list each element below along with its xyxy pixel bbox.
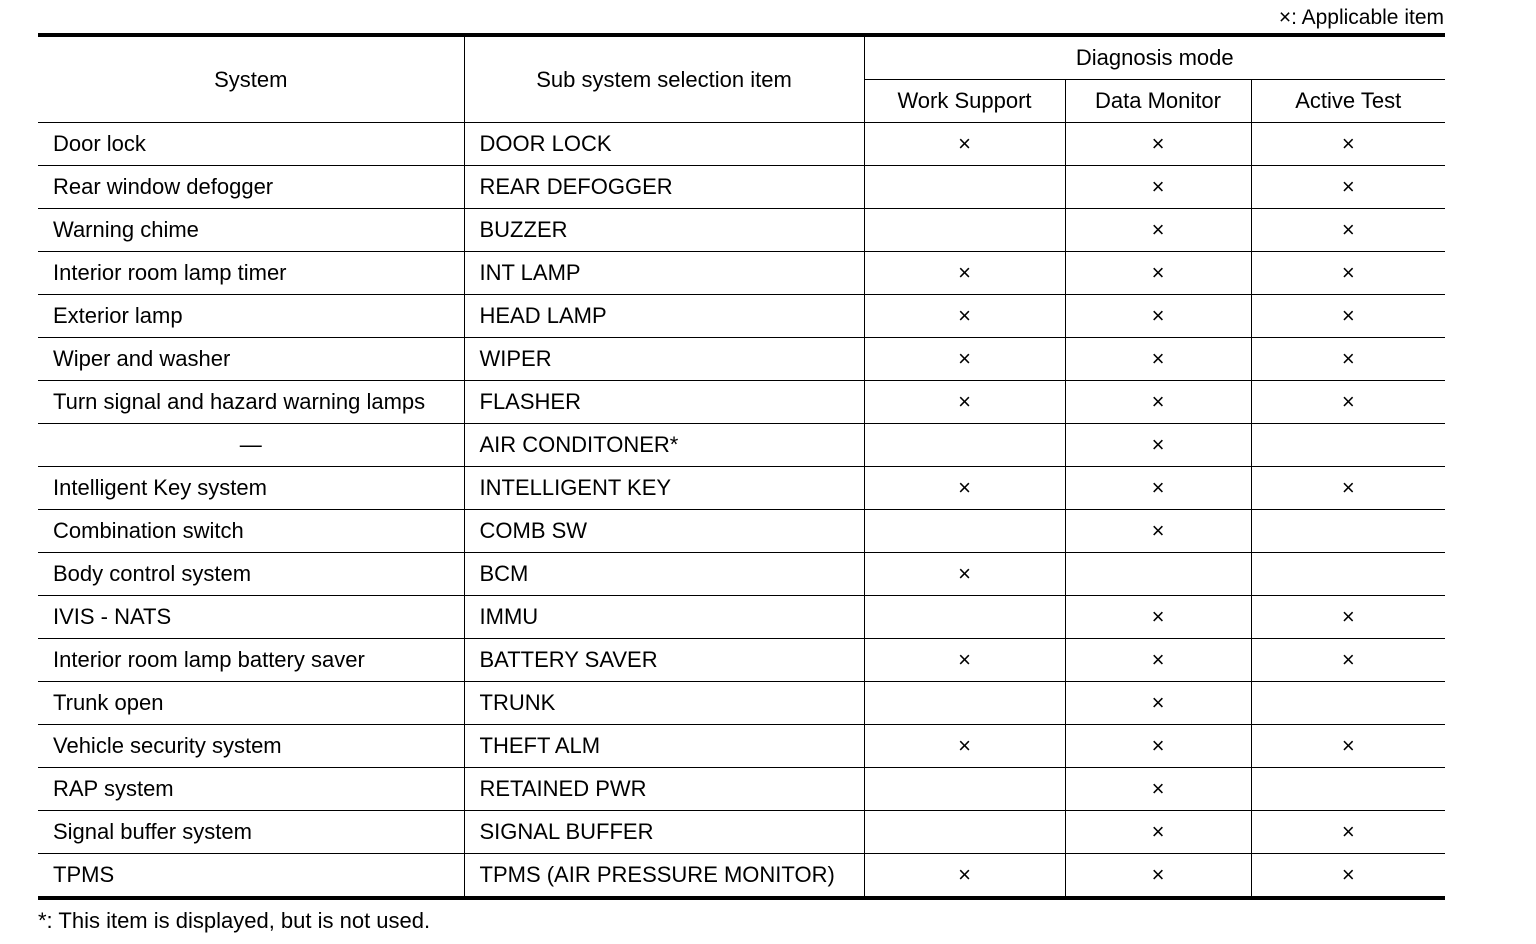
sub-system-cell: BCM <box>464 553 864 596</box>
sub-system-cell: HEAD LAMP <box>464 295 864 338</box>
sub-system-cell: FLASHER <box>464 381 864 424</box>
active-test-cell <box>1251 553 1445 596</box>
system-cell: TPMS <box>38 854 464 899</box>
active-test-cell <box>1251 682 1445 725</box>
work-support-cell: × <box>864 553 1065 596</box>
data-monitor-cell: × <box>1065 467 1251 510</box>
diagnosis-mode-table <box>38 33 1445 900</box>
data-monitor-cell: × <box>1065 725 1251 768</box>
data-monitor-cell: × <box>1065 682 1251 725</box>
footnote: *: This item is displayed, but is not used. <box>38 908 431 933</box>
active-test-cell: × <box>1251 123 1445 166</box>
work-support-cell: × <box>864 467 1065 510</box>
sub-system-cell: TPMS (AIR PRESSURE MONITOR) <box>464 854 864 899</box>
data-monitor-cell: × <box>1065 381 1251 424</box>
system-cell: Warning chime <box>38 209 464 252</box>
sub-system-cell: BUZZER <box>464 209 864 252</box>
active-test-cell: × <box>1251 639 1445 682</box>
header-sub-system: Sub system selection item <box>464 35 864 123</box>
sub-system-cell: TRUNK <box>464 682 864 725</box>
work-support-cell <box>864 166 1065 209</box>
active-test-cell <box>1251 424 1445 467</box>
work-support-cell: × <box>864 338 1065 381</box>
data-monitor-cell: × <box>1065 295 1251 338</box>
work-support-cell: × <box>864 639 1065 682</box>
work-support-cell: × <box>864 252 1065 295</box>
active-test-cell: × <box>1251 252 1445 295</box>
data-monitor-cell: × <box>1065 811 1251 854</box>
data-monitor-cell <box>1065 553 1251 596</box>
table-row <box>38 123 1445 166</box>
system-cell: Rear window defogger <box>38 166 464 209</box>
table-row <box>38 166 1445 209</box>
data-monitor-cell: × <box>1065 424 1251 467</box>
work-support-cell <box>864 510 1065 553</box>
table-row <box>38 381 1445 424</box>
table-row <box>38 596 1445 639</box>
table-row <box>38 682 1445 725</box>
active-test-cell: × <box>1251 467 1445 510</box>
active-test-cell: × <box>1251 854 1445 899</box>
active-test-cell: × <box>1251 381 1445 424</box>
header-data-monitor: Data Monitor <box>1065 80 1251 123</box>
sub-system-cell: COMB SW <box>464 510 864 553</box>
table-row <box>38 768 1445 811</box>
data-monitor-cell: × <box>1065 123 1251 166</box>
table-row <box>38 338 1445 381</box>
table-row <box>38 252 1445 295</box>
data-monitor-cell: × <box>1065 768 1251 811</box>
data-monitor-cell: × <box>1065 854 1251 899</box>
sub-system-cell: INT LAMP <box>464 252 864 295</box>
sub-system-cell: RETAINED PWR <box>464 768 864 811</box>
table-row <box>38 639 1445 682</box>
work-support-cell <box>864 209 1065 252</box>
header-work-support: Work Support <box>864 80 1065 123</box>
active-test-cell: × <box>1251 295 1445 338</box>
data-monitor-cell: × <box>1065 338 1251 381</box>
active-test-cell: × <box>1251 811 1445 854</box>
header-active-test: Active Test <box>1251 80 1445 123</box>
sub-system-cell: WIPER <box>464 338 864 381</box>
system-cell: Signal buffer system <box>38 811 464 854</box>
system-cell: Interior room lamp timer <box>38 252 464 295</box>
table-row <box>38 553 1445 596</box>
active-test-cell: × <box>1251 596 1445 639</box>
data-monitor-cell: × <box>1065 510 1251 553</box>
active-test-cell: × <box>1251 338 1445 381</box>
work-support-cell <box>864 424 1065 467</box>
sub-system-cell: THEFT ALM <box>464 725 864 768</box>
work-support-cell <box>864 768 1065 811</box>
work-support-cell <box>864 811 1065 854</box>
data-monitor-cell: × <box>1065 166 1251 209</box>
system-cell: Vehicle security system <box>38 725 464 768</box>
sub-system-cell: AIR CONDITONER* <box>464 424 864 467</box>
data-monitor-cell: × <box>1065 209 1251 252</box>
table-row <box>38 467 1445 510</box>
work-support-cell <box>864 682 1065 725</box>
system-cell: RAP system <box>38 768 464 811</box>
sub-system-cell: REAR DEFOGGER <box>464 166 864 209</box>
sub-system-cell: BATTERY SAVER <box>464 639 864 682</box>
active-test-cell: × <box>1251 166 1445 209</box>
work-support-cell: × <box>864 381 1065 424</box>
table-row <box>38 854 1445 899</box>
system-cell: Interior room lamp battery saver <box>38 639 464 682</box>
system-cell: IVIS - NATS <box>38 596 464 639</box>
table-row <box>38 209 1445 252</box>
system-cell: Trunk open <box>38 682 464 725</box>
work-support-cell: × <box>864 123 1065 166</box>
table-body <box>38 123 1445 899</box>
work-support-cell: × <box>864 295 1065 338</box>
data-monitor-cell: × <box>1065 639 1251 682</box>
sub-system-cell: IMMU <box>464 596 864 639</box>
table-row <box>38 295 1445 338</box>
active-test-cell <box>1251 510 1445 553</box>
work-support-cell: × <box>864 854 1065 899</box>
work-support-cell: × <box>864 725 1065 768</box>
table-row <box>38 424 1445 467</box>
system-cell: Intelligent Key system <box>38 467 464 510</box>
system-cell: Body control system <box>38 553 464 596</box>
system-cell: Exterior lamp <box>38 295 464 338</box>
active-test-cell: × <box>1251 209 1445 252</box>
work-support-cell <box>864 596 1065 639</box>
table-row <box>38 725 1445 768</box>
header-system: System <box>38 35 464 123</box>
system-cell: Wiper and washer <box>38 338 464 381</box>
applicable-item-legend: ×: Applicable item <box>1278 6 1444 29</box>
table-row <box>38 811 1445 854</box>
data-monitor-cell: × <box>1065 252 1251 295</box>
data-monitor-cell: × <box>1065 596 1251 639</box>
active-test-cell <box>1251 768 1445 811</box>
system-cell: Turn signal and hazard warning lamps <box>38 381 464 424</box>
header-diagnosis-mode: Diagnosis mode <box>864 35 1445 80</box>
sub-system-cell: DOOR LOCK <box>464 123 864 166</box>
sub-system-cell: SIGNAL BUFFER <box>464 811 864 854</box>
active-test-cell: × <box>1251 725 1445 768</box>
system-cell: Combination switch <box>38 510 464 553</box>
system-cell: — <box>38 424 464 467</box>
sub-system-cell: INTELLIGENT KEY <box>464 467 864 510</box>
table-row <box>38 510 1445 553</box>
system-cell: Door lock <box>38 123 464 166</box>
